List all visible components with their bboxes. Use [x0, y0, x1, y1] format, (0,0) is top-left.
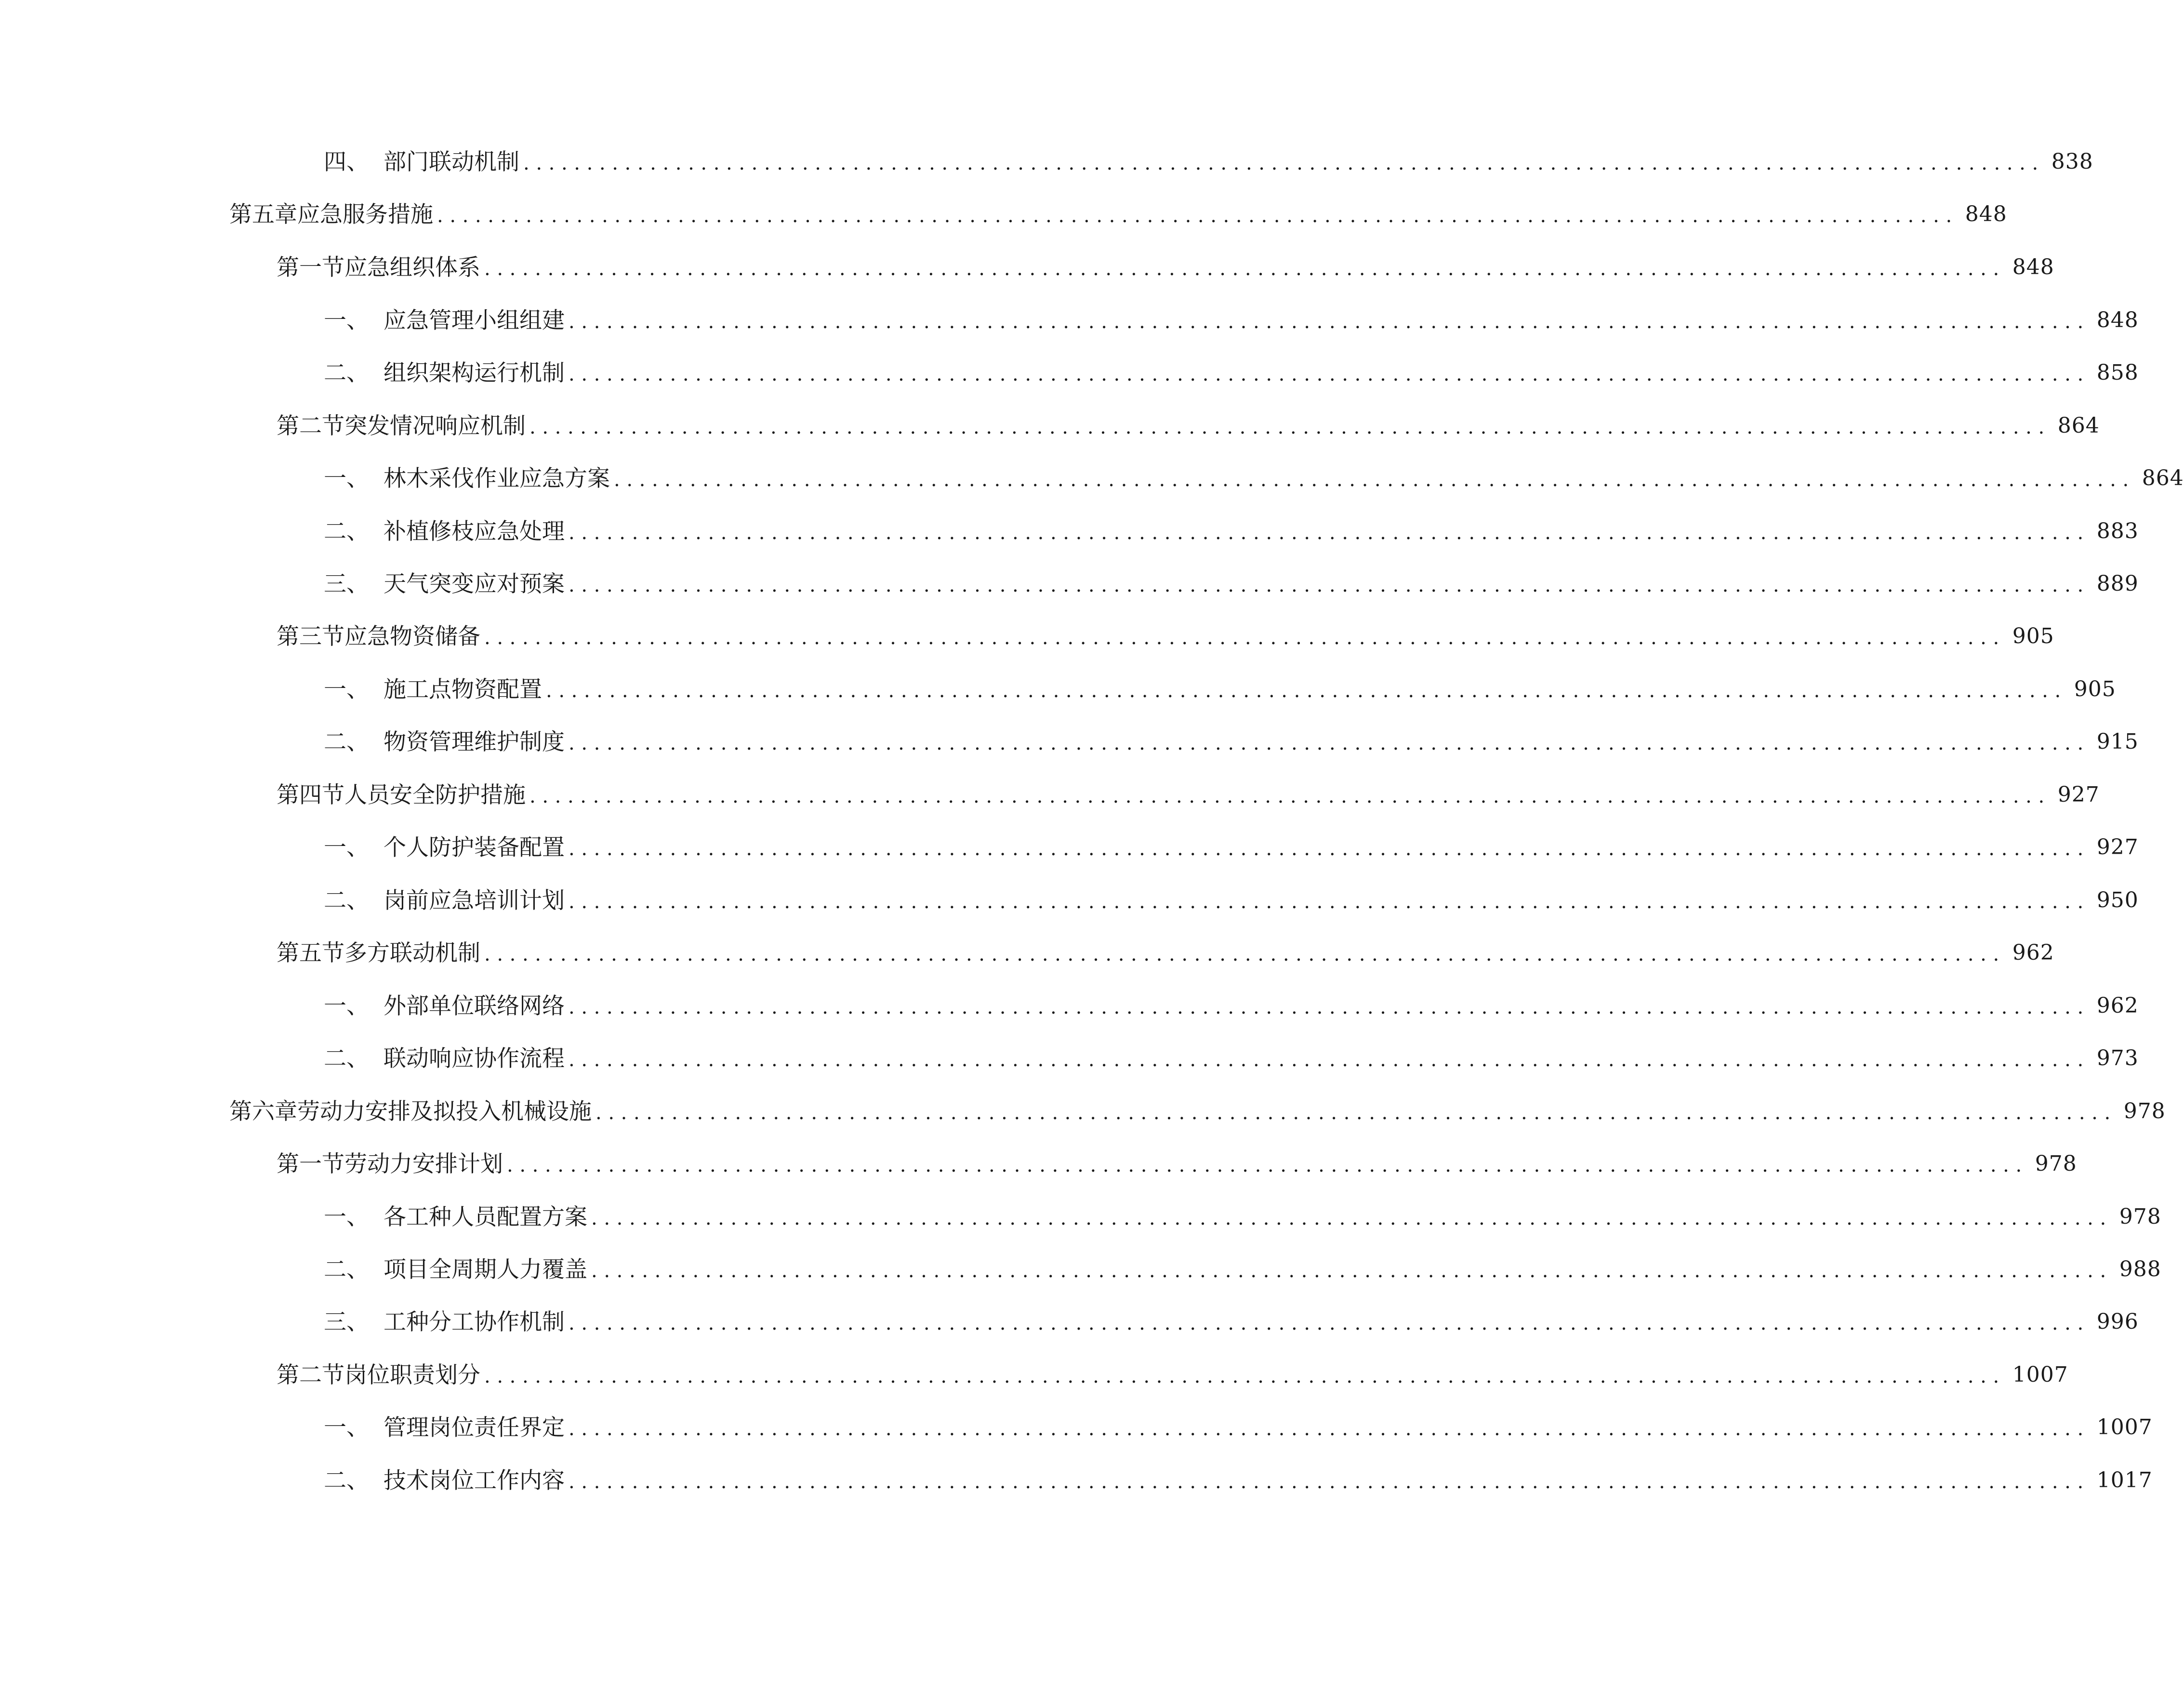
toc-entry-title: 管理岗位责任界定 [384, 1414, 565, 1441]
toc-entry-title: 补植修枝应急处理 [384, 518, 565, 545]
toc-entry[interactable] [277, 934, 2054, 972]
toc-entry-number: 一、 [324, 676, 369, 703]
toc-entry-title: 劳动力安排及拟投入机械设施 [297, 1098, 592, 1125]
toc-entry-number: 二、 [324, 1467, 369, 1494]
toc-entry-title: 岗位职责划分 [344, 1361, 480, 1388]
toc-entry-number: 第一节 [277, 1150, 344, 1177]
toc-entry[interactable] [277, 1356, 2068, 1394]
toc-entry-number: 第六章 [229, 1098, 297, 1125]
toc-entry-number: 一、 [324, 1414, 369, 1441]
toc-entry[interactable] [324, 723, 2139, 761]
toc-entry-title: 联动响应协作流程 [384, 1045, 565, 1072]
toc-entry-page: 848 [2012, 255, 2054, 279]
toc-entry-number: 第一节 [277, 254, 344, 281]
dot-leader: ........................................................................................................................ [569, 363, 2090, 385]
toc-entry[interactable] [229, 195, 2007, 234]
toc-entry-page: 858 [2096, 360, 2139, 385]
toc-entry-number: 一、 [324, 307, 369, 334]
toc-entry[interactable] [324, 143, 2093, 181]
toc-entry-page: 962 [2096, 993, 2139, 1018]
toc-entry[interactable] [277, 248, 2054, 287]
toc-entry[interactable] [324, 512, 2139, 551]
toc-entry-number: 第二节 [277, 1361, 344, 1388]
toc-entry[interactable] [277, 1145, 2077, 1183]
toc-entry-page: 978 [2035, 1151, 2077, 1176]
toc-entry-title: 外部单位联络网络 [384, 992, 565, 1019]
toc-entry-title: 应急组织体系 [344, 254, 480, 281]
dot-leader: ........................................................................................................................ [569, 1049, 2090, 1071]
toc-entry-title: 技术岗位工作内容 [384, 1467, 565, 1494]
toc-entry[interactable] [324, 1039, 2139, 1078]
toc-entry-page: 864 [2142, 466, 2184, 490]
toc-entry-number: 第五章 [229, 201, 297, 228]
toc-entry[interactable] [324, 828, 2139, 867]
toc-entry-number: 一、 [324, 834, 369, 861]
dot-leader: ........................................................................................................................ [614, 469, 2135, 491]
toc-entry-title: 应急物资储备 [344, 623, 480, 650]
toc-entry-number: 二、 [324, 1256, 369, 1283]
toc-entry[interactable] [324, 1250, 2161, 1289]
toc-entry-page: 864 [2057, 413, 2100, 438]
toc-entry[interactable] [324, 670, 2116, 709]
toc-entry-number: 第二节 [277, 412, 344, 439]
toc-entry[interactable] [324, 1408, 2153, 1447]
dot-leader: ........................................................................................................................ [591, 1207, 2113, 1229]
dot-leader: ........................................................................................................................ [569, 838, 2090, 860]
dot-leader: ........................................................................................................................ [569, 574, 2090, 596]
toc-entry[interactable] [324, 1198, 2161, 1236]
toc-entry-title: 施工点物资配置 [384, 676, 542, 703]
toc-entry-title: 各工种人员配置方案 [384, 1203, 587, 1230]
dot-leader: ........................................................................................................................ [523, 152, 2045, 174]
toc-entry-page: 950 [2096, 888, 2139, 912]
toc-entry-page: 889 [2096, 571, 2139, 596]
toc-entry-page: 838 [2051, 149, 2093, 174]
toc-entry-number: 一、 [324, 1203, 369, 1230]
toc-entry-title: 物资管理维护制度 [384, 728, 565, 755]
toc-entry-title: 多方联动机制 [344, 939, 480, 966]
toc-entry-page: 996 [2096, 1309, 2139, 1334]
toc-entry-page: 978 [2123, 1099, 2166, 1123]
toc-entry-number: 二、 [324, 518, 369, 545]
toc-entry[interactable] [277, 407, 2100, 445]
toc-entry[interactable] [324, 1303, 2139, 1341]
toc-entry-number: 第四节 [277, 781, 344, 808]
toc-entry-title: 项目全周期人力覆盖 [384, 1256, 587, 1283]
toc-entry-number: 四、 [324, 148, 369, 175]
toc-entry-title: 岗前应急培训计划 [384, 887, 565, 914]
toc-entry[interactable] [324, 565, 2139, 603]
dot-leader: ........................................................................................................................ [569, 732, 2090, 754]
toc-entry-page: 978 [2119, 1204, 2161, 1229]
toc-entry-page: 1007 [2096, 1415, 2153, 1439]
dot-leader: ........................................................................................................................ [569, 1471, 2090, 1493]
dot-leader: ........................................................................................................................ [484, 1365, 2006, 1387]
dot-leader: ........................................................................................................................ [484, 943, 2006, 965]
toc-entry-page: 915 [2096, 729, 2139, 754]
dot-leader: ........................................................................................................................ [507, 1154, 2028, 1176]
dot-leader: ........................................................................................................................ [569, 1312, 2090, 1334]
toc-entry-title: 工种分工协作机制 [384, 1308, 565, 1335]
toc-entry[interactable] [324, 881, 2139, 920]
dot-leader: ........................................................................................................................ [569, 522, 2090, 544]
toc-entry-page: 1007 [2012, 1362, 2068, 1387]
toc-entry-number: 第五节 [277, 939, 344, 966]
toc-entry-page: 1017 [2096, 1468, 2153, 1492]
toc-entry-number: 一、 [324, 465, 369, 492]
dot-leader: ........................................................................................................................ [529, 416, 2051, 438]
toc-entry-page: 962 [2012, 940, 2054, 965]
toc-entry[interactable] [324, 459, 2184, 498]
toc-entry-page: 905 [2074, 677, 2116, 701]
toc-entry[interactable] [229, 1092, 2166, 1131]
dot-leader: ........................................................................................................................ [591, 1260, 2113, 1282]
dot-leader: ........................................................................................................................ [484, 627, 2006, 649]
toc-entry-number: 二、 [324, 1045, 369, 1072]
toc-entry-number: 一、 [324, 992, 369, 1019]
dot-leader: ........................................................................................................................ [484, 258, 2006, 280]
toc-entry-page: 848 [1965, 202, 2007, 226]
toc-entry-number: 二、 [324, 887, 369, 914]
toc-entry[interactable] [324, 354, 2139, 392]
toc-entry[interactable] [324, 301, 2139, 340]
dot-leader: ........................................................................................................................ [569, 996, 2090, 1018]
toc-entry-number: 三、 [324, 570, 369, 597]
toc-entry-number: 三、 [324, 1308, 369, 1335]
toc-entry-page: 973 [2096, 1046, 2139, 1070]
toc-entry[interactable] [277, 617, 2054, 656]
dot-leader: ........................................................................................................................ [546, 680, 2067, 702]
toc-entry-title: 天气突变应对预案 [384, 570, 565, 597]
toc-entry[interactable] [277, 776, 2100, 814]
toc-entry[interactable] [324, 987, 2139, 1025]
toc-entry-title: 应急服务措施 [297, 201, 433, 228]
toc-entry[interactable] [324, 1461, 2153, 1500]
toc-entry-title: 个人防护装备配置 [384, 834, 565, 861]
toc-entry-title: 部门联动机制 [384, 148, 519, 175]
toc-entry-title: 人员安全防护措施 [344, 781, 526, 808]
toc-entry-number: 二、 [324, 359, 369, 386]
dot-leader: ........................................................................................................................ [437, 205, 1959, 227]
toc-entry-title: 组织架构运行机制 [384, 359, 565, 386]
dot-leader: ........................................................................................................................ [569, 891, 2090, 913]
toc-entry-page: 927 [2096, 835, 2139, 859]
toc-entry-number: 第三节 [277, 623, 344, 650]
dot-leader: ........................................................................................................................ [529, 785, 2051, 807]
toc-entry-page: 848 [2096, 308, 2139, 332]
toc-entry-title: 突发情况响应机制 [344, 412, 526, 439]
dot-leader: ........................................................................................................................ [596, 1102, 2117, 1124]
toc-entry-number: 二、 [324, 728, 369, 755]
dot-leader: ........................................................................................................................ [569, 1418, 2090, 1440]
toc-entry-title: 劳动力安排计划 [344, 1150, 503, 1177]
toc-entry-page: 988 [2119, 1257, 2161, 1281]
dot-leader: ........................................................................................................................ [569, 311, 2090, 333]
toc-entry-page: 905 [2012, 624, 2054, 648]
toc-entry-title: 应急管理小组组建 [384, 307, 565, 334]
toc-entry-page: 927 [2057, 782, 2100, 807]
toc-entry-page: 883 [2096, 519, 2139, 543]
toc-entry-title: 林木采伐作业应急方案 [384, 465, 610, 492]
